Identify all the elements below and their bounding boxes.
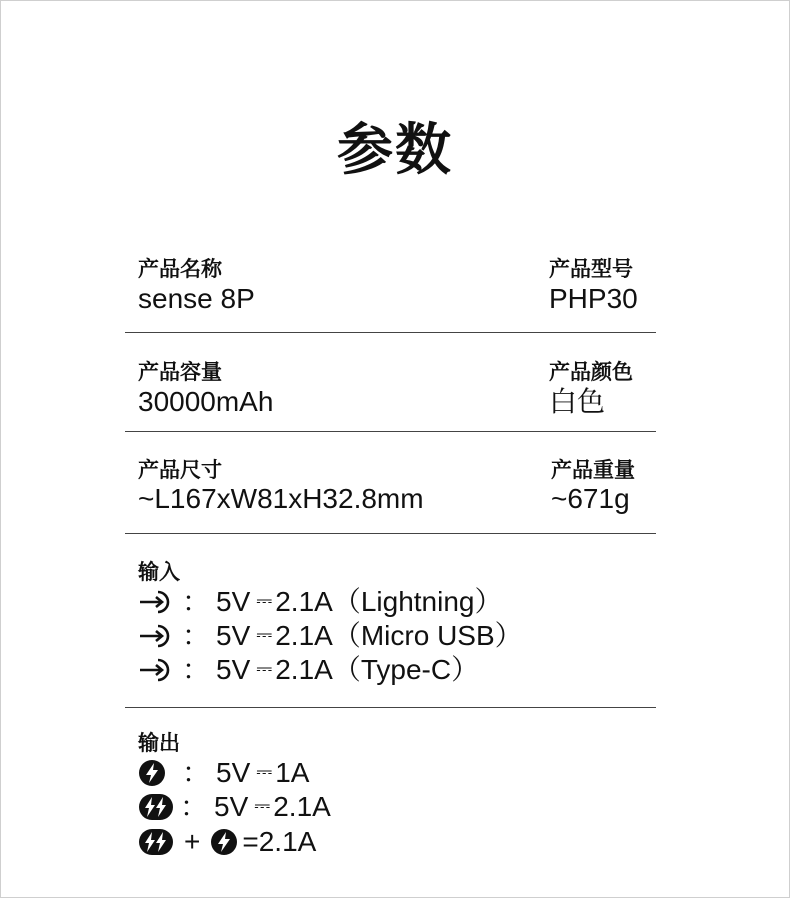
- input-line: [138, 653, 479, 687]
- separator: ：: [182, 654, 211, 685]
- separator: ：: [180, 791, 209, 822]
- size-value: ~L167xW81xH32.8mm: [138, 483, 424, 514]
- weight-value: ~671g: [551, 483, 630, 514]
- model-value: PHP30: [549, 283, 638, 314]
- divider: [125, 332, 656, 333]
- input-line: [138, 585, 503, 619]
- output-line: [138, 756, 309, 790]
- dc-symbol: ⎓: [256, 590, 272, 612]
- model-label: 产品型号: [549, 258, 633, 281]
- single-bolt-icon: [138, 759, 166, 787]
- single-bolt-icon: [210, 828, 238, 856]
- port-note: （Lightning）: [332, 586, 503, 617]
- input-port-icon: [138, 655, 176, 685]
- size-label: 产品尺寸: [138, 459, 222, 482]
- voltage: 5V: [216, 620, 251, 651]
- name-label: 产品名称: [138, 258, 222, 281]
- total-current: =2.1A: [242, 826, 317, 857]
- double-bolt-icon: [138, 793, 174, 821]
- input-line: [138, 619, 523, 653]
- separator: ：: [182, 586, 211, 617]
- voltage: 5V: [216, 654, 251, 685]
- voltage: 5V: [214, 791, 249, 822]
- dc-symbol: ⎓: [256, 761, 272, 783]
- color-value: 白色: [549, 386, 606, 417]
- page-title: 参数: [337, 118, 453, 181]
- current: 2.1A: [275, 586, 333, 617]
- dc-symbol: ⎓: [254, 795, 270, 817]
- dc-symbol: ⎓: [256, 624, 272, 646]
- plus-sign: +: [184, 826, 201, 857]
- divider: [125, 431, 656, 432]
- current: 2.1A: [275, 654, 333, 685]
- current: 2.1A: [275, 620, 333, 651]
- capacity-value: 30000mAh: [138, 386, 274, 417]
- current: 1A: [275, 757, 310, 788]
- input-label: 输入: [138, 561, 180, 584]
- port-note: （Type-C）: [332, 654, 480, 685]
- name-value: sense 8P: [138, 283, 255, 314]
- divider: [125, 533, 656, 534]
- input-port-icon: [138, 621, 176, 651]
- double-bolt-icon: [138, 828, 174, 856]
- separator: ：: [182, 620, 211, 651]
- color-label: 产品颜色: [549, 361, 633, 384]
- capacity-label: 产品容量: [138, 361, 222, 384]
- weight-label: 产品重量: [551, 459, 635, 482]
- separator: ：: [182, 757, 211, 788]
- output-label: 输出: [138, 732, 180, 755]
- current: 2.1A: [273, 791, 331, 822]
- divider: [125, 707, 656, 708]
- voltage: 5V: [216, 586, 251, 617]
- dc-symbol: ⎓: [256, 658, 272, 680]
- port-note: （Micro USB）: [332, 620, 523, 651]
- input-port-icon: [138, 587, 176, 617]
- output-line: [138, 790, 331, 824]
- voltage: 5V: [216, 757, 251, 788]
- output-combined-line: [138, 825, 316, 859]
